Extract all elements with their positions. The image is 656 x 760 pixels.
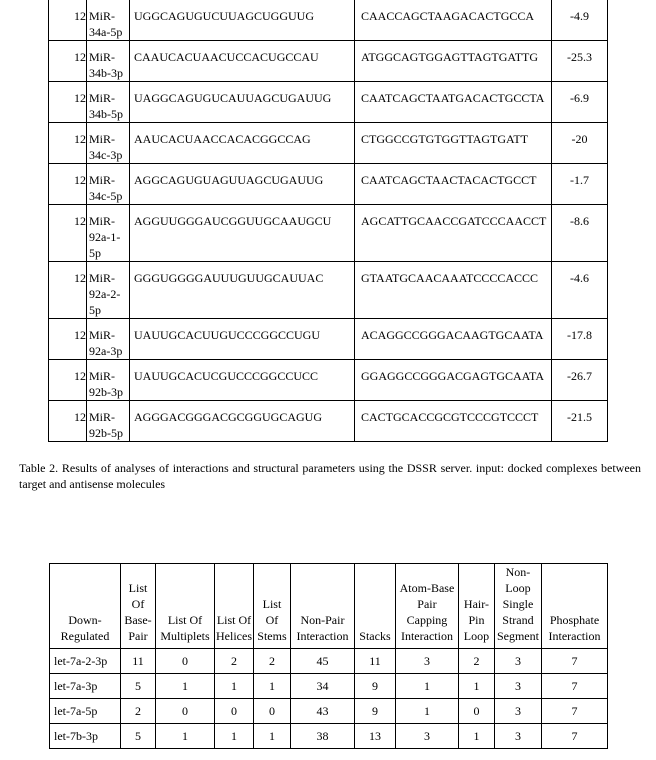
hairpin-loop-count: 0 [458, 699, 494, 724]
helices-count: 2 [215, 649, 254, 674]
header-down-regulated: Down-Regulated [50, 564, 121, 649]
header-list-of-stems: List Of Stems [253, 564, 290, 649]
mirna-name: MiR-92a-1-5p [87, 205, 130, 262]
mirna-sequence: CAAUCACUAACUCCACUGCCAU [130, 41, 355, 82]
dssr-results-table [49, 563, 608, 749]
mirna-sequence: AAUCACUAACCACACGGCCAG [130, 123, 355, 164]
table-row [49, 205, 608, 262]
multiplets-count: 0 [156, 649, 215, 674]
stems-count: 1 [253, 724, 290, 749]
stems-count: 0 [253, 699, 290, 724]
helices-count: 0 [215, 699, 254, 724]
base-pair-count: 5 [121, 724, 156, 749]
capping-interaction-count: 1 [395, 674, 458, 699]
row-number: 12 [49, 319, 87, 360]
mirna-name: MiR-34c-3p [87, 123, 130, 164]
binding-energy: -8.6 [552, 205, 608, 262]
capping-interaction-count: 3 [395, 649, 458, 674]
row-number: 12 [49, 0, 87, 41]
mirna-sequence: GGGUGGGGAUUUGUUGCAUUAC [130, 262, 355, 319]
stems-count: 2 [253, 649, 290, 674]
hairpin-loop-count: 1 [458, 724, 494, 749]
helices-count: 1 [215, 724, 254, 749]
non-pair-interaction-count: 45 [290, 649, 354, 674]
header-list-of-base-pair: List Of Base-Pair [121, 564, 156, 649]
mirna-name: MiR-34a-5p [87, 0, 130, 41]
table-row [49, 0, 608, 41]
phosphate-interaction-count: 7 [541, 724, 607, 749]
mirna-name: MiR-92b-3p [87, 360, 130, 401]
antisense-sequence: GGAGGCCGGGACGAGTGCAATA [355, 360, 552, 401]
table-row [49, 123, 608, 164]
table-row [49, 360, 608, 401]
row-number: 12 [49, 41, 87, 82]
antisense-sequence: AGCATTGCAACCGATCCCAACCT [355, 205, 552, 262]
single-strand-count: 3 [494, 699, 541, 724]
phosphate-interaction-count: 7 [541, 674, 607, 699]
header-non-loop-single-strand: Non-Loop Single Strand Segment [494, 564, 541, 649]
binding-energy: -6.9 [552, 82, 608, 123]
mirna-sequence: UAUUGCACUUGUCCCGGCCUGU [130, 319, 355, 360]
binding-energy: -21.5 [552, 401, 608, 442]
mirna-name: MiR-34c-5p [87, 164, 130, 205]
mirna-sequence: UAGGCAGUGUCAUUAGCUGAUUG [130, 82, 355, 123]
stems-count: 1 [253, 674, 290, 699]
binding-energy: -25.3 [552, 41, 608, 82]
row-number: 12 [49, 401, 87, 442]
mirna-sequence: AGGUUGGGAUCGGUUGCAAUGCU [130, 205, 355, 262]
header-list-of-multiplets: List Of Multiplets [156, 564, 215, 649]
mirna-name: MiR-92a-3p [87, 319, 130, 360]
capping-interaction-count: 3 [395, 724, 458, 749]
binding-energy: -26.7 [552, 360, 608, 401]
multiplets-count: 1 [156, 674, 215, 699]
table-row [49, 401, 608, 442]
table-row [49, 262, 608, 319]
header-non-pair-interaction: Non-Pair Interaction [290, 564, 354, 649]
mirna-name: let-7a-2-3p [50, 649, 121, 674]
antisense-sequence: CACTGCACCGCGTCCCGTCCCT [355, 401, 552, 442]
header-phosphate-interaction: Phosphate Interaction [541, 564, 607, 649]
helices-count: 1 [215, 674, 254, 699]
mirna-name: let-7b-3p [50, 724, 121, 749]
table-row [49, 164, 608, 205]
header-stacks: Stacks [354, 564, 395, 649]
row-number: 12 [49, 205, 87, 262]
table-row [50, 649, 608, 674]
binding-energy: -4.9 [552, 0, 608, 41]
mirna-sequence: UAUUGCACUCGUCCCGGCCUCC [130, 360, 355, 401]
mirna-sequence-table [48, 0, 608, 442]
antisense-sequence: ATGGCAGTGGAGTTAGTGATTG [355, 41, 552, 82]
row-number: 12 [49, 262, 87, 319]
stacks-count: 9 [354, 699, 395, 724]
hairpin-loop-count: 2 [458, 649, 494, 674]
antisense-sequence: CAATCAGCTAACTACACTGCCT [355, 164, 552, 205]
header-hair-pin-loop: Hair-Pin Loop [458, 564, 494, 649]
binding-energy: -1.7 [552, 164, 608, 205]
non-pair-interaction-count: 38 [290, 724, 354, 749]
antisense-sequence: CAACCAGCTAAGACACTGCCA [355, 0, 552, 41]
mirna-name: let-7a-5p [50, 699, 121, 724]
row-number: 12 [49, 164, 87, 205]
mirna-name: MiR-34b-3p [87, 41, 130, 82]
table-row [50, 724, 608, 749]
table-row [49, 41, 608, 82]
mirna-sequence: AGGGACGGGACGCGGUGCAGUG [130, 401, 355, 442]
table-row [49, 82, 608, 123]
multiplets-count: 0 [156, 699, 215, 724]
table-row [49, 319, 608, 360]
row-number: 12 [49, 360, 87, 401]
table-caption: Table 2. Results of analyses of interactions and structural parameters using the DSSR server. input: docked complexes between target and antisense molecules [19, 461, 641, 491]
stacks-count: 11 [354, 649, 395, 674]
non-pair-interaction-count: 34 [290, 674, 354, 699]
capping-interaction-count: 1 [395, 699, 458, 724]
row-number: 12 [49, 123, 87, 164]
table-row [50, 674, 608, 699]
header-list-of-helices: List Of Helices [215, 564, 254, 649]
mirna-name: MiR-92a-2-5p [87, 262, 130, 319]
non-pair-interaction-count: 43 [290, 699, 354, 724]
header-atom-base-pair-capping: Atom-Base Pair Capping Interaction [395, 564, 458, 649]
row-number: 12 [49, 82, 87, 123]
mirna-name: MiR-34b-5p [87, 82, 130, 123]
single-strand-count: 3 [494, 724, 541, 749]
mirna-name: let-7a-3p [50, 674, 121, 699]
base-pair-count: 5 [121, 674, 156, 699]
table-header-row [50, 564, 608, 649]
table-row [50, 699, 608, 724]
phosphate-interaction-count: 7 [541, 649, 607, 674]
antisense-sequence: GTAATGCAACAAATCCCCACCC [355, 262, 552, 319]
stacks-count: 9 [354, 674, 395, 699]
binding-energy: -20 [552, 123, 608, 164]
single-strand-count: 3 [494, 674, 541, 699]
mirna-name: MiR-92b-5p [87, 401, 130, 442]
mirna-sequence: AGGCAGUGUAGUUAGCUGAUUG [130, 164, 355, 205]
single-strand-count: 3 [494, 649, 541, 674]
multiplets-count: 1 [156, 724, 215, 749]
hairpin-loop-count: 1 [458, 674, 494, 699]
binding-energy: -4.6 [552, 262, 608, 319]
antisense-sequence: CTGGCCGTGTGGTTAGTGATT [355, 123, 552, 164]
mirna-sequence: UGGCAGUGUCUUAGCUGGUUG [130, 0, 355, 41]
base-pair-count: 2 [121, 699, 156, 724]
base-pair-count: 11 [121, 649, 156, 674]
stacks-count: 13 [354, 724, 395, 749]
antisense-sequence: CAATCAGCTAATGACACTGCCTA [355, 82, 552, 123]
binding-energy: -17.8 [552, 319, 608, 360]
phosphate-interaction-count: 7 [541, 699, 607, 724]
antisense-sequence: ACAGGCCGGGACAAGTGCAATA [355, 319, 552, 360]
